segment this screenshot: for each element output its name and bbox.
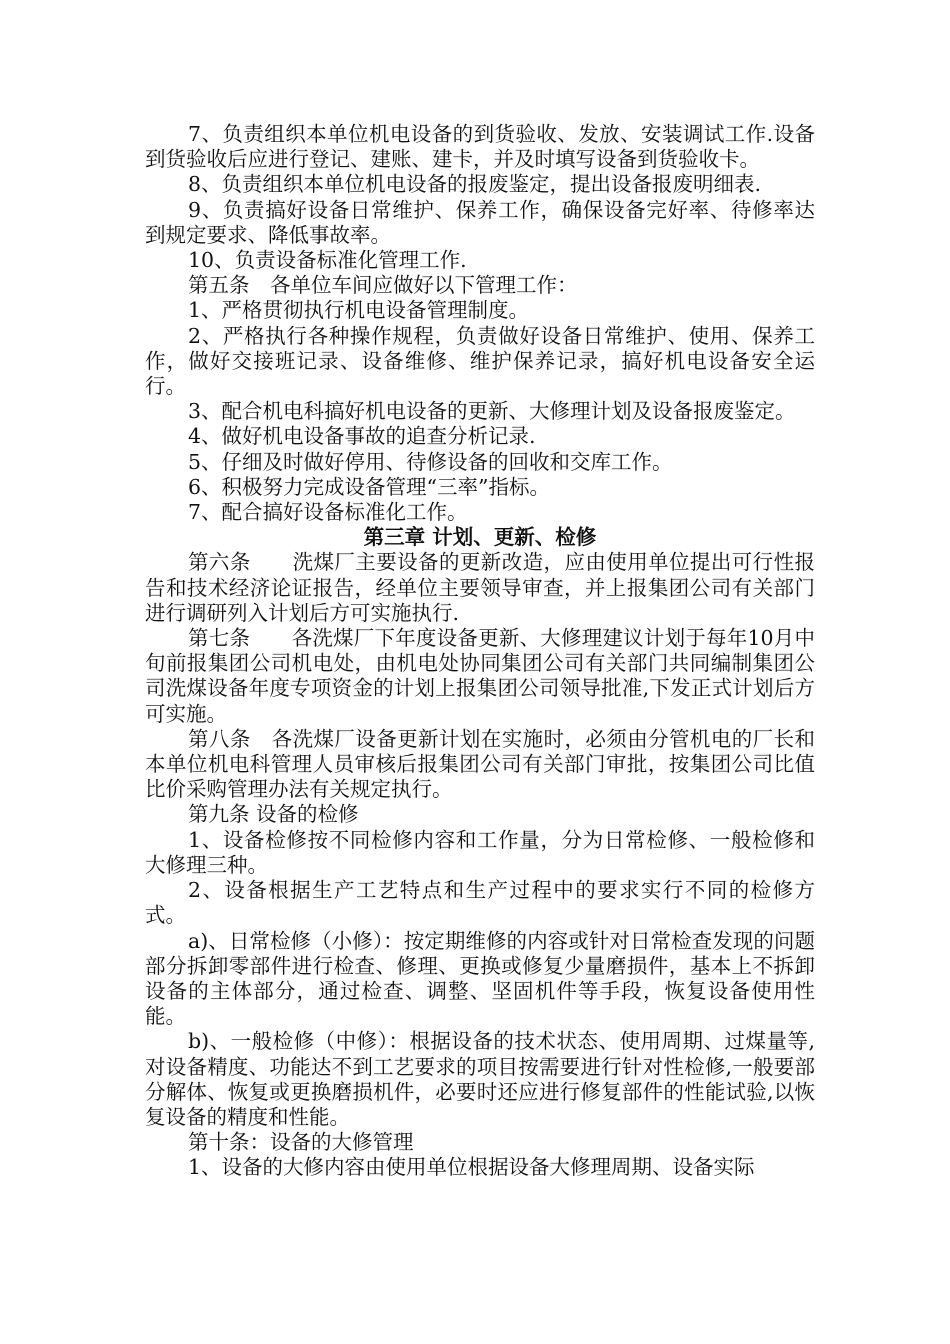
paragraph: 2、设备根据生产工艺特点和生产过程中的要求实行不同的检修方式。: [145, 878, 815, 928]
paragraph: 1、严格贯彻执行机电设备管理制度。: [188, 298, 530, 323]
chapter-title: 第三章 计划、更新、检修: [363, 525, 597, 550]
paragraph: 1、设备检修按不同检修内容和工作量，分为日常检修、一般检修和大修理三种。: [145, 827, 815, 877]
article-heading: 第五条 各单位车间应做好以下管理工作：: [188, 273, 578, 298]
paragraph: 5、仔细及时做好停用、待修设备的回收和交库工作。: [188, 449, 673, 474]
article-heading: 第十条：设备的大修管理: [188, 1130, 414, 1155]
article-paragraph: 第七条 各洗煤厂下年度设备更新、大修理建议计划于每年10月中旬前报集团公司机电处，由机电处协同集团公司有关部门共同编制集团公司洗煤设备年度专项资金的计划上报集团公司领导批准,下发正式计划后方可实施。: [145, 626, 815, 726]
article-paragraph: 第八条 各洗煤厂设备更新计划在实施时，必须由分管机电的厂长和本单位机电科管理人员审核后报集团公司有关部门审批，按集团公司比值比价采购管理办法有关规定执行。: [145, 726, 815, 802]
paragraph: a)、日常检修（小修）：按定期维修的内容或针对日常检查发现的问题部分拆卸零部件进行检查、修理、更换或修复少量磨损件，基本上不拆卸设备的主体部分，通过检查、调整、坚固机件等手段，恢复设备使用性能。: [145, 928, 815, 1029]
article-heading: 第九条 设备的检修: [188, 802, 359, 827]
document-page: [145, 122, 815, 1181]
paragraph: 9、负责搞好设备日常维护、保养工作，确保设备完好率、待修率达到规定要求、降低事故率。: [145, 197, 815, 247]
paragraph: 7、负责组织本单位机电设备的到货验收、发放、安装调试工作.设备到货验收后应进行登记、建账、建卡，并及时填写设备到货验收卡。: [145, 122, 815, 172]
paragraph: 1、设备的大修内容由使用单位根据设备大修理周期、设备实际: [188, 1155, 755, 1180]
paragraph: 3、配合机电科搞好机电设备的更新、大修理计划及设备报废鉴定。: [188, 399, 796, 424]
paragraph: 7、配合搞好设备标准化工作。: [188, 500, 468, 525]
paragraph: 6、积极努力完成设备管理“三率”指标。: [188, 474, 551, 499]
paragraph: 8、负责组织本单位机电设备的报废鉴定，提出设备报废明细表.: [188, 172, 762, 197]
paragraph: b)、一般检修（中修）：根据设备的技术状态、使用周期、过煤量等,对设备精度、功能达不到工艺要求的项目按需要进行针对性检修,一般要部分解体、恢复或更换磨损机件，必要时还应进行修复部件的性能试验,以恢复设备的精度和性能。: [145, 1029, 815, 1129]
paragraph: 2、严格执行各种操作规程，负责做好设备日常维护、使用、保养工作，做好交接班记录、设备维修、维护保养记录，搞好机电设备安全运行。: [145, 323, 815, 399]
paragraph: 4、做好机电设备事故的追查分析记录.: [188, 424, 536, 449]
article-paragraph: 第六条 洗煤厂主要设备的更新改造，应由使用单位提出可行性报告和技术经济论证报告，经单位主要领导审查，并上报集团公司有关部门进行调研列入计划后方可实施执行.: [145, 550, 815, 625]
paragraph: 10、负责设备标准化管理工作.: [188, 248, 467, 273]
